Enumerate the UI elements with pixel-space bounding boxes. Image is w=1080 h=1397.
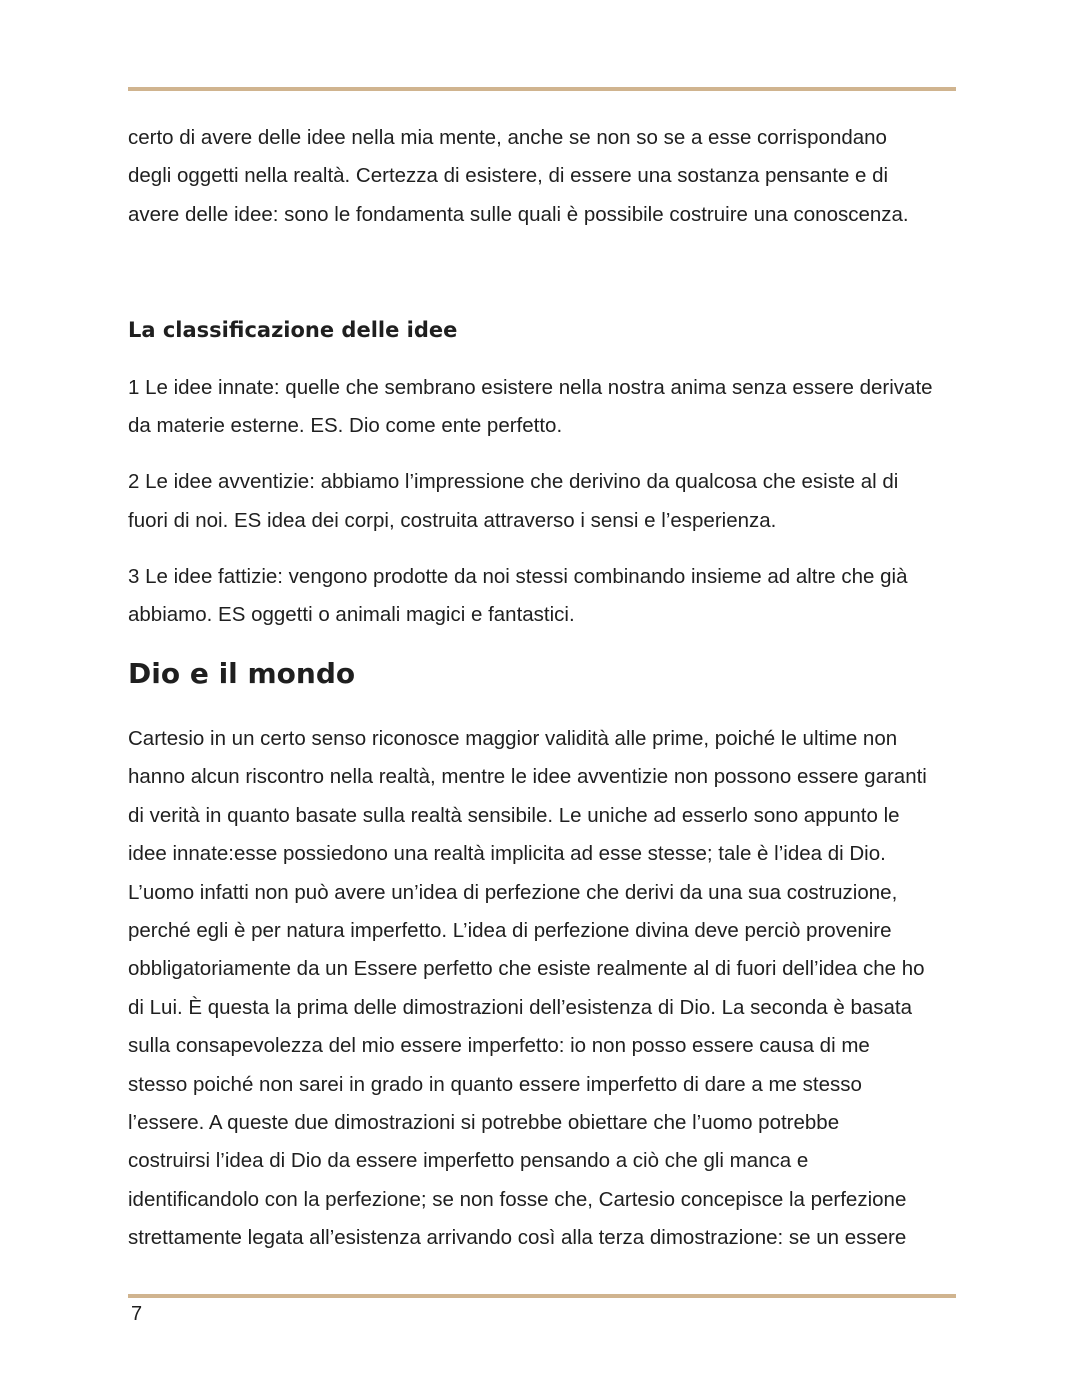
page-number: 7: [131, 1303, 143, 1325]
text-line: l’essere. A queste due dimostrazioni si potrebbe obiettare che l’uomo potrebbe: [128, 1111, 840, 1135]
text-line: obbligatoriamente da un Essere perfetto che esiste realmente al di fuori dell’idea che ho: [128, 957, 925, 981]
intro-paragraph: [128, 119, 968, 234]
body-paragraph: [128, 720, 968, 1258]
text-line: Cartesio in un certo senso riconosce maggior validità alle prime, poiché le ultime non: [128, 727, 898, 750]
text-line: costruirsi l’idea di Dio da essere imperfetto pensando a ciò che gli manca e: [128, 1149, 809, 1173]
text-line: abbiamo. ES oggetti o animali magici e fantastici.: [128, 603, 575, 627]
list-item: [128, 463, 968, 540]
text-line: strettamente legata all’esistenza arrivando così alla terza dimostrazione: se un essere: [128, 1226, 907, 1250]
text-line: certo di avere delle idee nella mia mente, anche se non so se a esse corrispondano: [128, 126, 887, 149]
text-line: 3 Le idee fattizie: vengono prodotte da noi stessi combinando insieme ad altre che già: [128, 564, 908, 588]
text-line: 2 Le idee avventizie: abbiamo l’impressione che derivino da qualcosa che esiste al di: [128, 470, 899, 494]
text-line: fuori di noi. ES idea dei corpi, costruita attraverso i sensi e l’esperienza.: [128, 508, 777, 532]
text-line: di Lui. È questa la prima delle dimostrazioni dell’esistenza di Dio. La seconda è basata: [128, 995, 913, 1019]
list-item: [128, 558, 968, 635]
text-line: perché egli è per natura imperfetto. L’idea di perfezione divina deve perciò provenire: [128, 919, 892, 943]
text-line: avere delle idee: sono le fondamenta sulle quali è possibile costruire una conoscenza.: [128, 202, 909, 226]
text-line: 1 Le idee innate: quelle che sembrano esistere nella nostra anima senza essere derivate: [128, 376, 933, 399]
text-line: hanno alcun riscontro nella realtà, mentre le idee avventizie non possono essere garanti: [128, 765, 927, 789]
section-heading-classification: La classificazione delle idee: [128, 318, 458, 342]
text-line: identificandolo con la perfezione; se non fosse che, Cartesio concepisce la perfezione: [128, 1187, 907, 1211]
text-line: degli oggetti nella realtà. Certezza di esistere, di essere una sostanza pensante e di: [128, 164, 889, 188]
section-heading-dio: Dio e il mondo: [128, 657, 356, 690]
list-item: [128, 369, 968, 446]
text-line: idee innate:esse possiedono una realtà implicita ad esse stesse; tale è l’idea di Dio.: [128, 842, 886, 866]
idea-classification-list: [128, 369, 968, 652]
text-line: stesso poiché non sarei in grado in quanto essere imperfetto di dare a me stesso: [128, 1072, 862, 1096]
page-content: [128, 119, 968, 1250]
text-line: L’uomo infatti non può avere un’idea di perfezione che derivi da una sua costruzione,: [128, 880, 898, 904]
footer-rule: [128, 1294, 956, 1298]
text-line: di verità in quanto basate sulla realtà sensibile. Le uniche ad esserlo sono appunto le: [128, 803, 900, 827]
header-rule: [128, 87, 956, 91]
text-line: da materie esterne. ES. Dio come ente perfetto.: [128, 414, 563, 438]
text-line: sulla consapevolezza del mio essere imperfetto: io non posso essere causa di me: [128, 1034, 870, 1058]
